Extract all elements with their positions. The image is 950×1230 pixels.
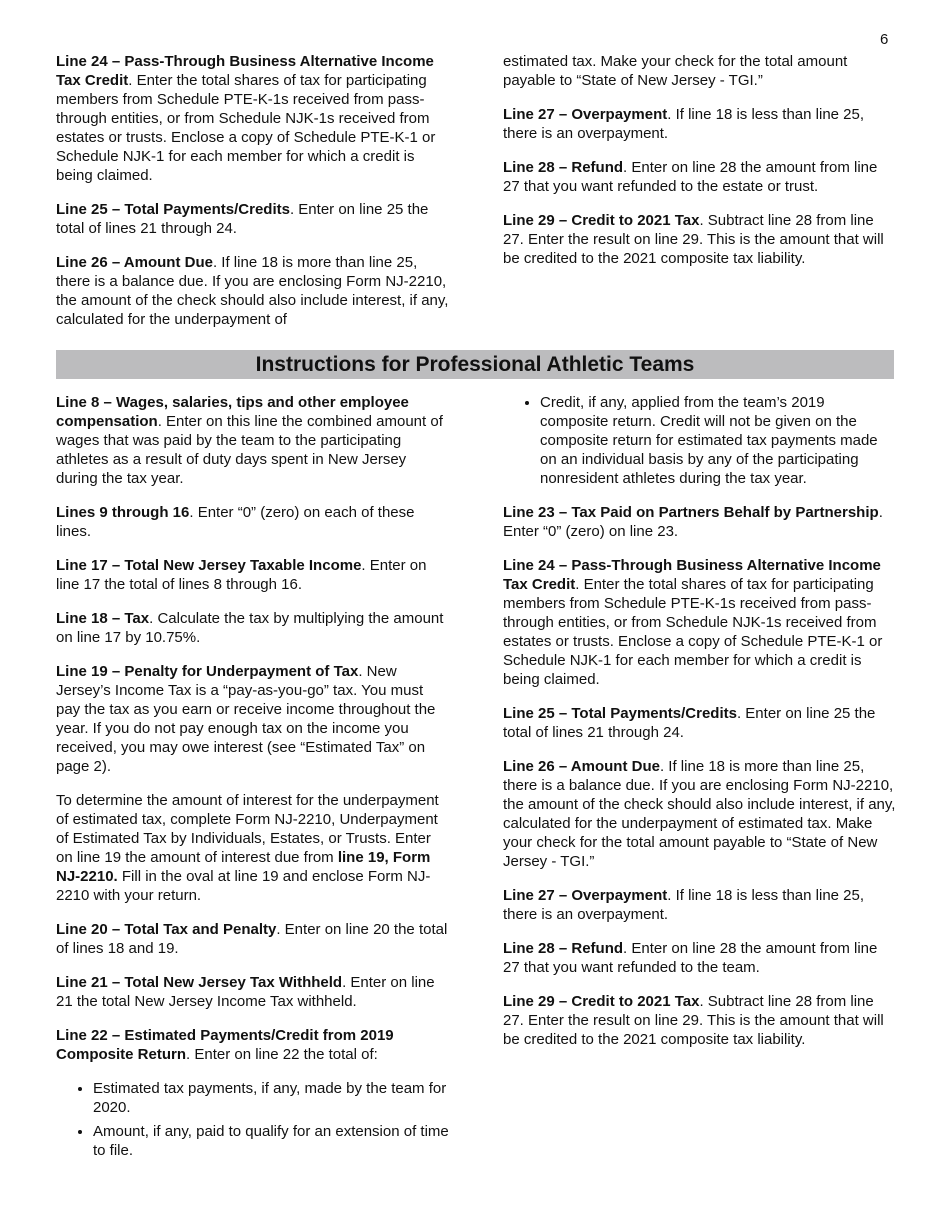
line-26-continuation xyxy=(503,52,896,90)
line-28-paragraph xyxy=(503,158,896,196)
athletic-line-24-paragraph xyxy=(503,556,896,689)
line-26-body: . If line 18 is more than line 25, there is a balance due. If you are enclosing Form NJ-2210, the amount of the check should also include interest, if any, calculated for the underpayment of xyxy=(56,254,449,328)
line-28-heading: Line 28 – Refund xyxy=(503,159,624,176)
list-item: • Estimated tax payments, if any, made by the team for 2020. xyxy=(93,1079,449,1117)
athletic-line-28-body: . Enter on line 28 the amount from line 27 that you want refunded to the team. xyxy=(503,940,878,976)
list-item: • Credit, if any, applied from the team’s 2019 composite return. Credit will not be given on the composite return for estimated tax payments made on an individual basis by any of the participating nonresident athletes during the tax year. xyxy=(540,393,896,488)
interest-form-reference: line 19, Form NJ-2210. xyxy=(56,849,431,885)
top-left-column xyxy=(56,52,449,344)
line-17-body: . Enter on line 17 the total of lines 8 through 16. xyxy=(56,557,427,593)
line-25-body: . Enter on line 25 the total of lines 21 through 24. xyxy=(56,201,429,237)
top-right-column xyxy=(503,52,896,283)
athletic-line-24-body: . Enter the total shares of tax for participating members from Schedule PTE-K-1s received from pass-through entities, or from Schedule NJK-1s received from estates or trusts. Enclose a copy of Schedule PTE-K-1 or Schedule NJK-1 for each member for which a credit is being claimed. xyxy=(503,576,883,688)
line-18-paragraph xyxy=(56,609,449,647)
line-26-heading: Line 26 – Amount Due xyxy=(56,254,213,271)
line-27-heading: Line 27 – Overpayment xyxy=(503,106,668,123)
page-number: 6 xyxy=(880,31,889,48)
line-19-body: . New Jersey’s Income Tax is a “pay-as-you-go” tax. You must pay the tax as you earn or receive income throughout the year. If you do not pay enough tax on the income you received, you may owe interest (see “Estimated Tax” on page 2). xyxy=(56,663,436,775)
line-22-heading: Line 22 – Estimated Payments/Credit from 2019 Composite Return xyxy=(56,1027,394,1063)
athletic-line-27-body: . If line 18 is less than line 25, there is an overpayment. xyxy=(503,887,865,923)
line-24-paragraph xyxy=(56,52,449,185)
athletic-line-27-heading: Line 27 – Overpayment xyxy=(503,887,668,904)
line-26-paragraph xyxy=(56,253,449,329)
athletic-line-27-paragraph xyxy=(503,886,896,924)
line-24-body: . Enter the total shares of tax for participating members from Schedule PTE-K-1s received from pass-through entities, or from Schedule NJK-1s received from estates or trusts. Enclose a copy of Schedule PTE-K-1 or Schedule NJK-1 for each member for which a credit is being claimed. xyxy=(56,72,436,184)
athletic-right-column xyxy=(503,393,896,1064)
line-20-heading: Line 20 – Total Tax and Penalty xyxy=(56,921,277,938)
line-25-heading: Line 25 – Total Payments/Credits xyxy=(56,201,290,218)
line-29-paragraph xyxy=(503,211,896,268)
line-27-body: . If line 18 is less than line 25, there is an overpayment. xyxy=(503,106,865,142)
line-27-paragraph xyxy=(503,105,896,143)
line-21-body: . Enter on line 21 the total New Jersey Income Tax withheld. xyxy=(56,974,435,1010)
athletic-line-29-heading: Line 29 – Credit to 2021 Tax xyxy=(503,993,700,1010)
section-title: Instructions for Professional Athletic Teams xyxy=(56,350,894,379)
line-29-heading: Line 29 – Credit to 2021 Tax xyxy=(503,212,700,229)
athletic-line-28-heading: Line 28 – Refund xyxy=(503,940,624,957)
athletic-line-25-paragraph xyxy=(503,704,896,742)
line-19-paragraph xyxy=(56,662,449,776)
athletic-line-24-heading: Line 24 – Pass-Through Business Alternative Income Tax Credit xyxy=(503,557,881,593)
athletic-line-28-paragraph xyxy=(503,939,896,977)
athletic-line-25-body: . Enter on line 25 the total of lines 21 through 24. xyxy=(503,705,876,741)
line-22-paragraph xyxy=(56,1026,449,1064)
line-21-paragraph xyxy=(56,973,449,1011)
line-25-paragraph xyxy=(56,200,449,238)
line-8-heading: Line 8 – Wages, salaries, tips and other employee compensation xyxy=(56,394,409,430)
line-8-body: . Enter on this line the combined amount of wages that was paid by the team to the participating athletes as a result of duty days spent in New Jersey during the tax year. xyxy=(56,413,443,487)
line-22-body: . Enter on line 22 the total of: xyxy=(186,1046,378,1063)
athletic-line-29-paragraph xyxy=(503,992,896,1049)
interest-paragraph xyxy=(56,791,449,905)
athletic-line-26-body: . If line 18 is more than line 25, there is a balance due. If you are enclosing Form NJ-2210, the amount of the check should also include interest, if any, calculated for the underpayment of estimated tax. Make your check for the total amount payable to “State of New Jersey - TGI.” xyxy=(503,758,896,870)
line-23-heading: Line 23 – Tax Paid on Partners Behalf by Partnership xyxy=(503,504,879,521)
line-23-paragraph xyxy=(503,503,896,541)
lines-9-16-heading: Lines 9 through 16 xyxy=(56,504,190,521)
athletic-left-column xyxy=(56,393,449,1165)
line-28-body: . Enter on line 28 the amount from line 27 that you want refunded to the estate or trust. xyxy=(503,159,878,195)
line-29-body: . Subtract line 28 from line 27. Enter the result on line 29. This is the amount that will be credited to the 2021 composite tax liability. xyxy=(503,212,884,267)
lines-9-16-paragraph xyxy=(56,503,449,541)
line-26-continuation-text: estimated tax. Make your check for the total amount payable to “State of New Jersey - TGI.” xyxy=(503,53,848,89)
athletic-line-26-heading: Line 26 – Amount Due xyxy=(503,758,660,775)
line-17-paragraph xyxy=(56,556,449,594)
line-22-bullet-list xyxy=(56,1079,449,1160)
line-8-paragraph xyxy=(56,393,449,488)
list-item: • Amount, if any, paid to qualify for an extension of time to file. xyxy=(93,1122,449,1160)
athletic-line-29-body: . Subtract line 28 from line 27. Enter the result on line 29. This is the amount that will be credited to the 2021 composite tax liability. xyxy=(503,993,884,1048)
line-22-bullet-list-continued xyxy=(503,393,896,488)
lines-9-16-body: . Enter “0” (zero) on each of these lines. xyxy=(56,504,415,540)
line-23-body: . Enter “0” (zero) on line 23. xyxy=(503,504,883,540)
line-18-heading: Line 18 – Tax xyxy=(56,610,150,627)
line-19-heading: Line 19 – Penalty for Underpayment of Tax xyxy=(56,663,359,680)
line-20-body: . Enter on line 20 the total of lines 18 and 19. xyxy=(56,921,448,957)
athletic-line-26-paragraph xyxy=(503,757,896,871)
line-21-heading: Line 21 – Total New Jersey Tax Withheld xyxy=(56,974,343,991)
interest-text-after: Fill in the oval at line 19 and enclose Form NJ-2210 with your return. xyxy=(56,868,431,904)
athletic-line-25-heading: Line 25 – Total Payments/Credits xyxy=(503,705,737,722)
line-20-paragraph xyxy=(56,920,449,958)
line-18-body: . Calculate the tax by multiplying the amount on line 17 by 10.75%. xyxy=(56,610,444,646)
line-24-heading: Line 24 – Pass-Through Business Alternative Income Tax Credit xyxy=(56,53,434,89)
line-17-heading: Line 17 – Total New Jersey Taxable Income xyxy=(56,557,362,574)
interest-text-before: To determine the amount of interest for the underpayment of estimated tax, complete Form NJ-2210, Underpayment of Estimated Tax by Individuals, Estates, or Trusts. Enter on line 19 the amount of interest due from xyxy=(56,792,439,866)
